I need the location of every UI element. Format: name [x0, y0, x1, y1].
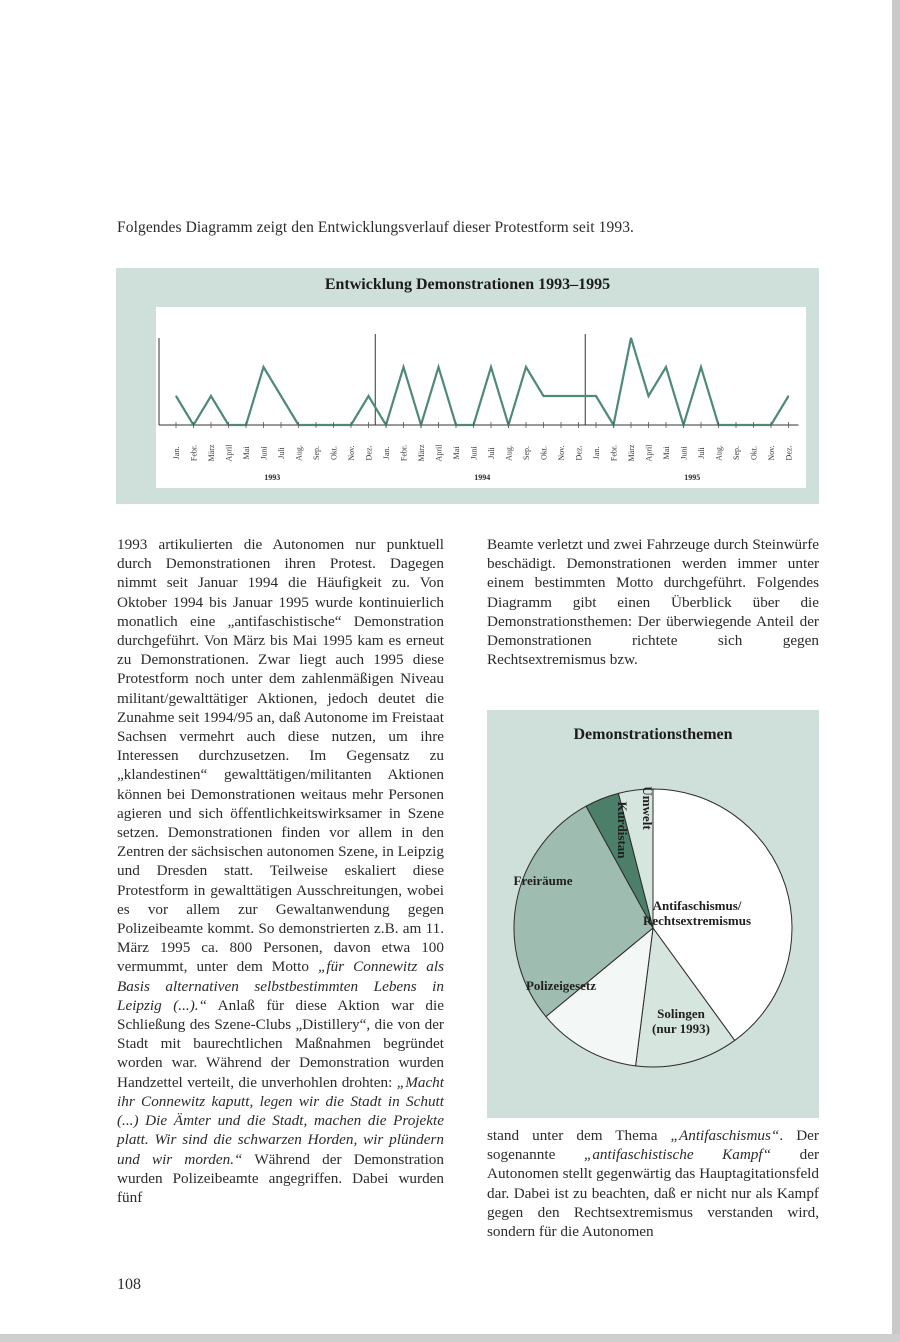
x-tick-label-11: Dez.	[364, 445, 374, 461]
pie-label-1	[652, 1006, 710, 1036]
data-point-18	[490, 366, 491, 367]
right-bottom-paragraph	[487, 1126, 819, 1241]
pie-label-3	[514, 873, 573, 888]
x-tick-label-29: Juni	[679, 446, 689, 460]
right-column-bottom-run-4: der Autonomen stellt gegenwärtig das Hauptagitationsfeld dar. Dabei ist zu beachten, daß er nicht nur als Kampf gegen den Rechtsextremismus verstanden wird, sondern für die Autonomen	[487, 1146, 819, 1241]
data-point-35	[788, 395, 789, 396]
x-tick-label-25: Febr.	[609, 444, 619, 462]
x-tick-label-1: Febr.	[189, 444, 199, 462]
x-tick-label-14: März	[417, 444, 426, 462]
pie-chart-themes	[487, 710, 819, 1118]
x-tick-label-19: Aug.	[504, 445, 514, 461]
data-point-21	[543, 395, 544, 396]
right-top-paragraph: Beamte verletzt und zwei Fahrzeuge durch Steinwürfe beschädigt. Demonstrationen werden immer unter einem bestimmten Motto durchgeführt. Folgendes Diagramm gibt einen Überblick über die Demonstrationsthemen: Der überwiegende Anteil der Demonstrationen richtete sich gegen Rechtsextremismus bzw.	[487, 536, 819, 669]
data-point-15	[438, 366, 439, 367]
data-point-28	[665, 366, 666, 367]
x-tick-label-30: Juli	[697, 447, 706, 459]
x-tick-label-17: Juni	[469, 446, 479, 460]
page-number: 108	[117, 1276, 141, 1293]
left-column-run-1: „für Connewitz als Basis alternativen selbstbestimmten Lebens in Leipzig (...).“	[117, 958, 444, 1014]
right-column-bottom-run-0: stand unter dem Thema	[487, 1127, 671, 1144]
x-tick-label-4: Mai	[242, 446, 251, 460]
left-paragraph	[117, 535, 444, 1207]
x-tick-label-18: Juli	[487, 447, 496, 459]
data-point-20	[525, 366, 526, 367]
x-tick-label-32: Sep.	[732, 446, 741, 460]
year-label-1994: 1994	[474, 473, 491, 482]
x-tick-label-21: Okt.	[539, 446, 549, 460]
right-column-bottom-run-3: „antifaschistische Kampf“	[583, 1146, 772, 1164]
x-tick-label-3: April	[224, 444, 234, 462]
x-tick-label-7: Aug.	[294, 445, 304, 461]
x-tick-label-0: Jan.	[172, 446, 181, 460]
data-point-27	[648, 395, 649, 396]
year-label-1993: 1993	[264, 473, 281, 482]
pie-label-1-line-1: (nur 1993)	[652, 1021, 710, 1036]
data-point-13	[403, 366, 404, 367]
x-tick-label-10: Nov.	[347, 445, 356, 461]
data-point-2	[210, 395, 211, 396]
left-column-text	[117, 535, 444, 1207]
intro-text: Folgendes Diagramm zeigt den Entwicklungsverlauf dieser Protestform seit 1993.	[117, 219, 635, 236]
data-point-23	[578, 395, 579, 396]
x-tick-label-6: Juli	[277, 447, 286, 459]
data-point-26	[630, 337, 631, 338]
data-point-5	[263, 366, 264, 367]
pie-label-1-line-0: Solingen	[657, 1006, 705, 1021]
right-column-bottom-run-2: . Der sogenannte	[487, 1127, 819, 1164]
x-tick-label-28: Mai	[662, 446, 671, 460]
data-point-0	[175, 395, 176, 396]
x-tick-label-20: Sep.	[522, 446, 531, 460]
line-chart-demonstrations	[116, 268, 819, 504]
x-tick-label-33: Okt.	[749, 446, 759, 460]
left-column-run-2: Anlaß für diese Aktion war die Schließung des Szene-Clubs „Distillery“, die von der Stadt mit baurechtlichen Maßnahmen begründet worden war. Während der Demonstration wurden Handzettel verteilt, die unverhohlen drohten:	[117, 996, 444, 1091]
series-line	[176, 338, 789, 425]
pie-label-0-line-0: Antifaschismus/	[652, 898, 742, 913]
right-column-top-text	[487, 535, 819, 669]
x-tick-label-16: Mai	[452, 446, 461, 460]
pie-label-0-line-1: Rechtsextremismus	[642, 913, 752, 928]
x-tick-label-31: Aug.	[714, 445, 724, 461]
line-chart-title: Entwicklung Demonstrationen 1993–1995	[324, 276, 611, 293]
x-tick-label-12: Jan.	[382, 446, 391, 460]
x-tick-label-22: Nov.	[557, 445, 566, 461]
pie-chart-title: Demonstrationsthemen	[573, 726, 733, 743]
pie-label-2	[526, 978, 596, 993]
left-column-run-3: „Macht ihr Connewitz kaputt, legen wir die Stadt in Schutt (...) Die Ämter und die Stadt, machen die Projekte platt. Wir sind die schwarzen Horden, wir plündern und wir morden.“	[117, 1073, 444, 1168]
left-column-run-0: 1993 artikulierten die Autonomen nur punktuell durch Demonstrationen ihren Protest. Dagegen nimmt seit Januar 1994 die Häufigkeit zu. Von Oktober 1994 bis Januar 1995 wurde kontinuierlich monatlich eine „antifaschistische“ Demonstration durchgeführt. Von März bis Mai 1995 kam es erneut zu Demonstrationen. Zwar liegt auch 1995 diese Protestform noch unter dem zahlenmäßigen Niveau militant/gewalttätiger Aktionen, jedoch deutet die Zunahme seit 1994/95 an, daß Autonome im Freistaat Sachsen vermehrt auch diese nutzen, um ihre Interessen durchzusetzen. Im Gegensatz zu „klandestinen“ gewalttätigen/militanten Aktionen können bei Demonstrationen weitaus mehr Personen agieren und sich öffentlichkeitswirksamer in Szene setzen. Demonstrationen finden vor allem in den Zentren der sächsischen autonomen Szene, in Leipzig und Dresden statt. Teilweise eskaliert diese Protestform in gewalttätigen Ausschreitungen, wobei es vor allem zur Gewaltanwendung gegen Polizeibeamte kommt. So demonstrierten z.B. am 11. März 1995 ca. 800 Personen, davon etwa 100 vermummt, unter dem Motto	[117, 536, 444, 976]
pie-label-2-line-0: Polizeigesetz	[525, 978, 597, 993]
x-tick-label-23: Dez.	[574, 445, 584, 461]
x-tick-label-9: Okt.	[329, 446, 339, 460]
pie-label-0	[643, 898, 751, 928]
left-column-run-4: Während der Demonstration wurden Polizeibeamte angegriffen. Dabei wurden fünf	[117, 1150, 444, 1206]
right-column-bottom-text	[487, 1126, 819, 1241]
right-column-bottom-run-1: „Antifaschismus“	[670, 1127, 780, 1144]
x-tick-label-5: Juni	[259, 446, 269, 460]
x-tick-label-34: Nov.	[767, 445, 776, 461]
x-tick-label-26: März	[627, 444, 636, 462]
x-tick-label-13: Febr.	[399, 444, 409, 462]
x-tick-label-27: April	[644, 444, 654, 462]
data-point-6	[280, 395, 281, 396]
x-tick-label-15: April	[434, 444, 444, 462]
pie-label-5	[640, 786, 655, 830]
data-point-22	[560, 395, 561, 396]
x-tick-label-2: März	[207, 444, 216, 462]
x-tick-label-35: Dez.	[784, 445, 794, 461]
page-edge-bottom	[0, 1334, 900, 1342]
pie-label-4	[615, 801, 630, 859]
page-edge-right	[892, 0, 900, 1342]
x-tick-label-24: Jan.	[592, 446, 601, 460]
pie-label-4-line-0: Kurdistan	[615, 801, 630, 859]
data-point-30	[700, 366, 701, 367]
data-point-24	[595, 395, 596, 396]
data-point-11	[368, 395, 369, 396]
pie-label-5-line-0: Umwelt	[640, 786, 655, 830]
pie-label-3-line-0: Freiräume	[513, 873, 573, 888]
x-tick-label-8: Sep.	[312, 446, 321, 460]
year-label-1995: 1995	[684, 473, 701, 482]
pie-chart-svg	[487, 710, 819, 1118]
line-chart-svg	[116, 268, 819, 504]
